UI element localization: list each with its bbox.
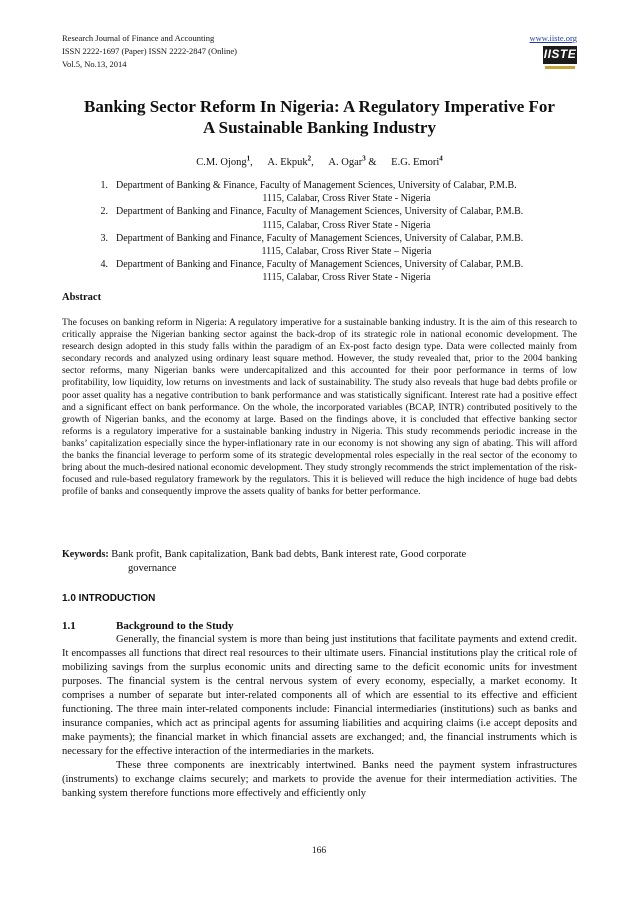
affiliation-item: 4. Department of Banking and Finance, Faculty of Management Sciences, University of Calabar, P.M.B. 1115, Calabar, Cross River State - Nigeria <box>100 259 524 284</box>
title-line-1: Banking Sector Reform In Nigeria: A Regulatory Imperative For <box>84 97 555 116</box>
author: E.G. Emori$^4$ <box>391 154 443 168</box>
running-header <box>62 32 577 71</box>
keywords-line-1: Bank profit, Bank capitalization, Bank bad debts, Bank interest rate, Good corporate <box>111 549 467 560</box>
paper-title <box>62 96 577 138</box>
body-paragraph: Generally, the financial system is more than being just institutions that facilitate payments and extend credit. It encompasses all functions that direct real resources to their ultimate users. Financial institutions play the critical role of mobilizing savings from the surplus economic units and directing same to the deficit economic units for investment purposes. The financial system is the central nervous system of every economy, especially, a market economy. It comprises a number of separate but inter-related components all of which are essential to its effective and efficient functioning. The three main inter-related components include: Financial intermediaries (institutions) such as banks and insurance companies, which act as principal agents for assuming liabilities and acquiring claims (i.e accept deposits and make payments); the financial market in which financial assets are exchanged; and, the financial instruments which is necessary for the effective interaction of the intermediaries in the markets. <box>62 634 577 757</box>
keywords <box>62 548 577 576</box>
affiliation-item: 3. Department of Banking and Finance, Faculty of Management Sciences, University of Calabar, P.M.B. 1115, Calabar, Cross River State – Nigeria <box>100 232 524 258</box>
abstract-heading: Abstract <box>62 292 102 303</box>
affiliation-item: 1. Department of Banking & Finance, Faculty of Management Sciences, University of Calabar, P.M.B. 1115, Calabar, Cross River State - Nigeria <box>100 180 517 205</box>
body-paragraph: These three components are inextricably intertwined. Banks need the payment system infrastructures (instruments) to exchange claims securely; and markets to provide the avenue for their intermediation activities. The banking system therefore functions more effectively and efficiently only <box>62 760 577 799</box>
journal-url-link[interactable]: www.iiste.org <box>529 33 577 43</box>
page-number: 166 <box>311 846 327 856</box>
keywords-label: Keywords: <box>62 549 109 560</box>
body-text <box>62 633 577 801</box>
section-heading: 1.0 INTRODUCTION <box>62 593 156 604</box>
journal-issn: ISSN 2222-1697 (Paper) ISSN 2222-2847 (Online) <box>62 46 237 56</box>
logo-text: IISTE <box>543 47 577 61</box>
keywords-line-2: governance <box>128 563 177 574</box>
author: A. Ogar$^3$ & <box>328 154 377 168</box>
title-line-2: A Sustainable Banking Industry <box>203 118 436 137</box>
affiliation-list <box>62 179 577 285</box>
journal-volume: Vol.5, No.13, 2014 <box>62 59 127 69</box>
author: A. Ekpuk$^2$, <box>267 154 314 168</box>
author-list <box>62 154 577 168</box>
iiste-logo <box>543 46 577 72</box>
affiliation-item: 2. Department of Banking and Finance, Faculty of Management Sciences, University of Calabar, P.M.B. 1115, Calabar, Cross River State - Nigeria <box>100 206 524 231</box>
journal-name: Research Journal of Finance and Accounting <box>62 33 215 43</box>
abstract-text: The focuses on banking reform in Nigeria: A regulatory imperative for a sustainable banking industry. It is the aim of this research to critically appraise the Nigerian banking sector against the back-drop of its strategic role in national economic development. The research design adopted in this study falls within the paradigm of an Ex-post facto design type. Data were collected mainly from secondary records and analyzed using ordinary least square method. However, the study revealed that, prior to the 2004 banking sector reforms, many Nigerian banks were undercapitalized and this accounted for their poor performance in terms of low profitability, low liquidity, low returns on investments and lack of sustainability. The study also reveals that huge bad debts profile or poor asset quality has a negative contribution to bank performance and was statistically significant. Interest rate had a positive effect and a significant effect on bank performance. On the whole, the incorporated variables (BCAP, INTR) contributed positively to the growth of Nigerian banks, and the economy at large. Based on the findings above, it is concluded that effective banking sector reforms is a regulatory imperative for a sustainable banking industry in Nigeria. This study recommends periodic increase in the banks’ capitalization especially since the hyper-inflationary rate in our economy is not showing any sign of abating. This will afford the banks the financial leverage to perform some of its strategic developmental roles especially in the real sector of the economy to bring about the much-desired national economic development. They study strongly recommends the strict implementation of the risk-focused and rule-based regulatory framework by the regulators. This it is believed will reduce the high incidence of huge bad debts profile of banks and consequently improve the assets quality of banks for better performance. <box>62 317 577 498</box>
subsection-heading: 1.1 Background to the Study <box>62 620 234 632</box>
author: C.M. Ojong$^1$, <box>196 154 253 168</box>
